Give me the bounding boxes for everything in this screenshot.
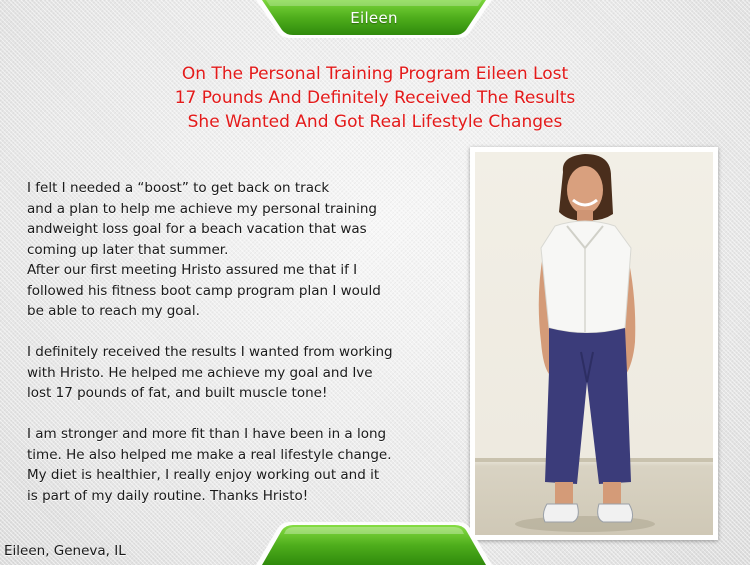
headline-line: On The Personal Training Program Eileen Lost [181, 64, 569, 84]
text-line: I am stronger and more fit than I have been in a long [27, 426, 387, 442]
text-line: I felt I needed a “boost” to get back on track [27, 180, 330, 196]
testimonial-paragraph [27, 342, 467, 404]
bottom-tab-shape [256, 520, 492, 565]
text-line: time. He also helped me make a real lifestyle change. [27, 446, 392, 463]
text-line: is part of my daily routine. Thanks Hristo! [27, 487, 309, 504]
top-name-tab [256, 0, 492, 40]
headline [100, 62, 650, 134]
text-line: After our first meeting Hristo assured me that if I [27, 262, 358, 278]
text-line: andweight loss goal for a beach vacation that was [27, 221, 367, 237]
text-line: lost 17 pounds of fat, and built muscle tone! [27, 385, 328, 401]
client-photo [475, 152, 713, 535]
text-line: be able to reach my goal. [27, 303, 200, 319]
text-line: My diet is healthier, I really enjoy working out and it [27, 467, 380, 483]
client-caption: Eileen, Geneva, IL [4, 543, 126, 559]
testimonial-text [27, 178, 467, 506]
bottom-tab [256, 520, 492, 565]
text-line: with Hristo. He helped me achieve my goal and Ive [27, 364, 373, 381]
client-figure [475, 152, 713, 535]
headline-line: 17 Pounds And Definitely Received The Results [174, 88, 576, 108]
text-line: I definitely received the results I wanted from working [27, 344, 393, 360]
text-line: and a plan to help me achieve my personal training [27, 200, 377, 217]
headline-line: She Wanted And Got Real Lifestyle Changes [187, 112, 563, 132]
testimonial-paragraph [27, 178, 467, 322]
photo-frame [470, 147, 718, 540]
testimonial-paragraph [27, 424, 467, 506]
text-line: followed his fitness boot camp program plan I would [27, 282, 381, 299]
tab-title: Eileen [350, 9, 398, 27]
text-line: coming up later that summer. [27, 241, 229, 258]
